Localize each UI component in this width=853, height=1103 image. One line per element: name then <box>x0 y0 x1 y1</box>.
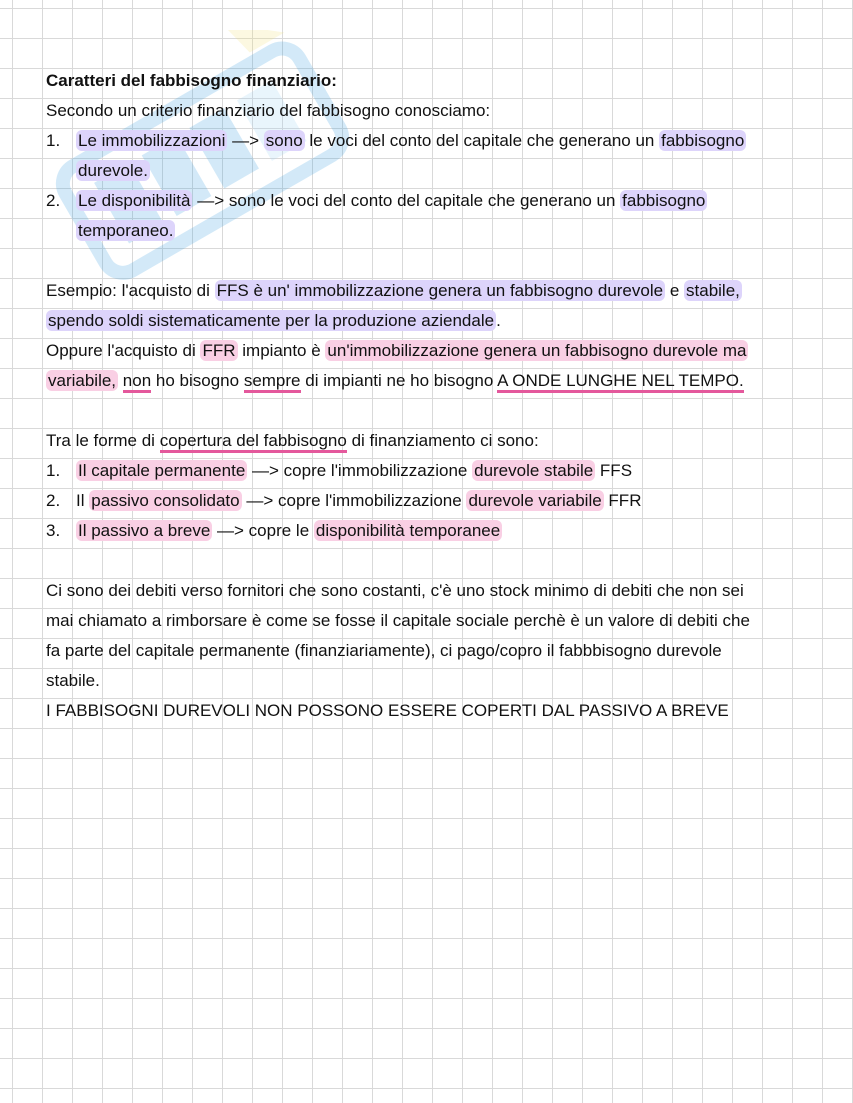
text: ho bisogno <box>155 371 240 390</box>
conclusion: I FABBISOGNI DUREVOLI NON POSSONO ESSERE COPERTI DAL PASSIVO A BREVE <box>46 701 729 720</box>
term-highlight: Le disponibilità <box>78 191 191 210</box>
text: —> copre l'immobilizzazione <box>246 491 462 510</box>
list-item <box>46 456 826 486</box>
list-item <box>46 486 826 516</box>
text: FFR <box>608 491 642 510</box>
phrase-highlight: FFS è un' immobilizzazione genera un fabbisogno durevole <box>216 281 664 300</box>
word-underline: non <box>123 371 151 393</box>
phrase-highlight: un'immobilizzazione genera un fabbisogno durevole ma <box>327 341 747 360</box>
text: Il <box>76 491 85 510</box>
paragraph-line: Ci sono dei debiti verso fornitori che sono costanti, c'è uno stock minimo di debiti che non sei <box>46 581 744 600</box>
list-number: 2. <box>46 491 61 510</box>
paragraph-line: stabile. <box>46 671 100 690</box>
list-item <box>46 516 826 546</box>
paragraph-line: fa parte del capitale permanente (finanziariamente), ci pago/copro il fabbbisogno durevole <box>46 641 722 660</box>
text: . <box>496 311 501 330</box>
word-underline: sempre <box>244 371 301 393</box>
text: Esempio: l'acquisto di <box>46 281 210 300</box>
arrow: —> <box>232 131 260 150</box>
phrase-highlight: durevole stabile <box>474 461 594 480</box>
coverage-intro <box>46 426 826 456</box>
text: di finanziamento ci sono: <box>351 431 539 450</box>
term-highlight: passivo consolidato <box>91 491 240 510</box>
text: di impianti ne ho bisogno <box>305 371 494 390</box>
word-highlight: stabile, <box>686 281 740 300</box>
text: —> copre l'immobilizzazione <box>252 461 468 480</box>
phrase-highlight: spendo soldi sistematicamente per la produzione aziendale <box>48 311 495 330</box>
example-line <box>46 336 826 366</box>
example-line <box>46 306 826 336</box>
term-highlight: Il passivo a breve <box>78 521 211 540</box>
list-item <box>46 126 826 156</box>
term-highlight: Le immobilizzazioni <box>78 131 226 150</box>
description: le voci del conto del capitale che generano un <box>309 131 655 150</box>
description: sono le voci del conto del capitale che generano un <box>228 191 616 210</box>
list-number: 1. <box>46 461 61 480</box>
intro-text: Secondo un criterio finanziario del fabbisogno conosciamo: <box>46 101 491 120</box>
phrase-highlight: disponibilità temporanee <box>315 521 501 540</box>
text: Oppure l'acquisto di <box>46 341 196 360</box>
example-line <box>46 366 826 396</box>
text: FFS <box>599 461 633 480</box>
text: impianto è <box>242 341 321 360</box>
list-continuation <box>46 156 826 186</box>
word-highlight: durevole. <box>78 161 148 180</box>
phrase-highlight: durevole variabile <box>468 491 602 510</box>
paragraph-line: mai chiamato a rimborsare è come se fosse il capitale sociale perchè è un valore di debiti che <box>46 611 750 630</box>
word-highlight: variabile, <box>48 371 117 390</box>
page-title: Caratteri del fabbisogno finanziario: <box>46 71 337 90</box>
list-number: 2. <box>46 191 61 210</box>
phrase-underline: A ONDE LUNGHE NEL TEMPO. <box>497 371 744 393</box>
text: Tra le forme di <box>46 431 155 450</box>
document-body <box>46 66 826 726</box>
word-highlight: fabbisogno <box>622 191 706 210</box>
list-item <box>46 186 826 216</box>
phrase-underline: copertura del fabbisogno <box>160 431 347 453</box>
word-highlight: FFR <box>202 341 236 360</box>
list-number: 1. <box>46 131 61 150</box>
text: —> copre le <box>217 521 310 540</box>
term-highlight: Il capitale permanente <box>78 461 246 480</box>
list-number: 3. <box>46 521 61 540</box>
list-continuation <box>46 216 826 246</box>
word-highlight: fabbisogno <box>661 131 745 150</box>
word-highlight: temporaneo. <box>78 221 174 240</box>
word-highlight: sono <box>265 131 303 150</box>
text: e <box>669 281 680 300</box>
arrow: —> <box>197 191 225 210</box>
example-line <box>46 276 826 306</box>
